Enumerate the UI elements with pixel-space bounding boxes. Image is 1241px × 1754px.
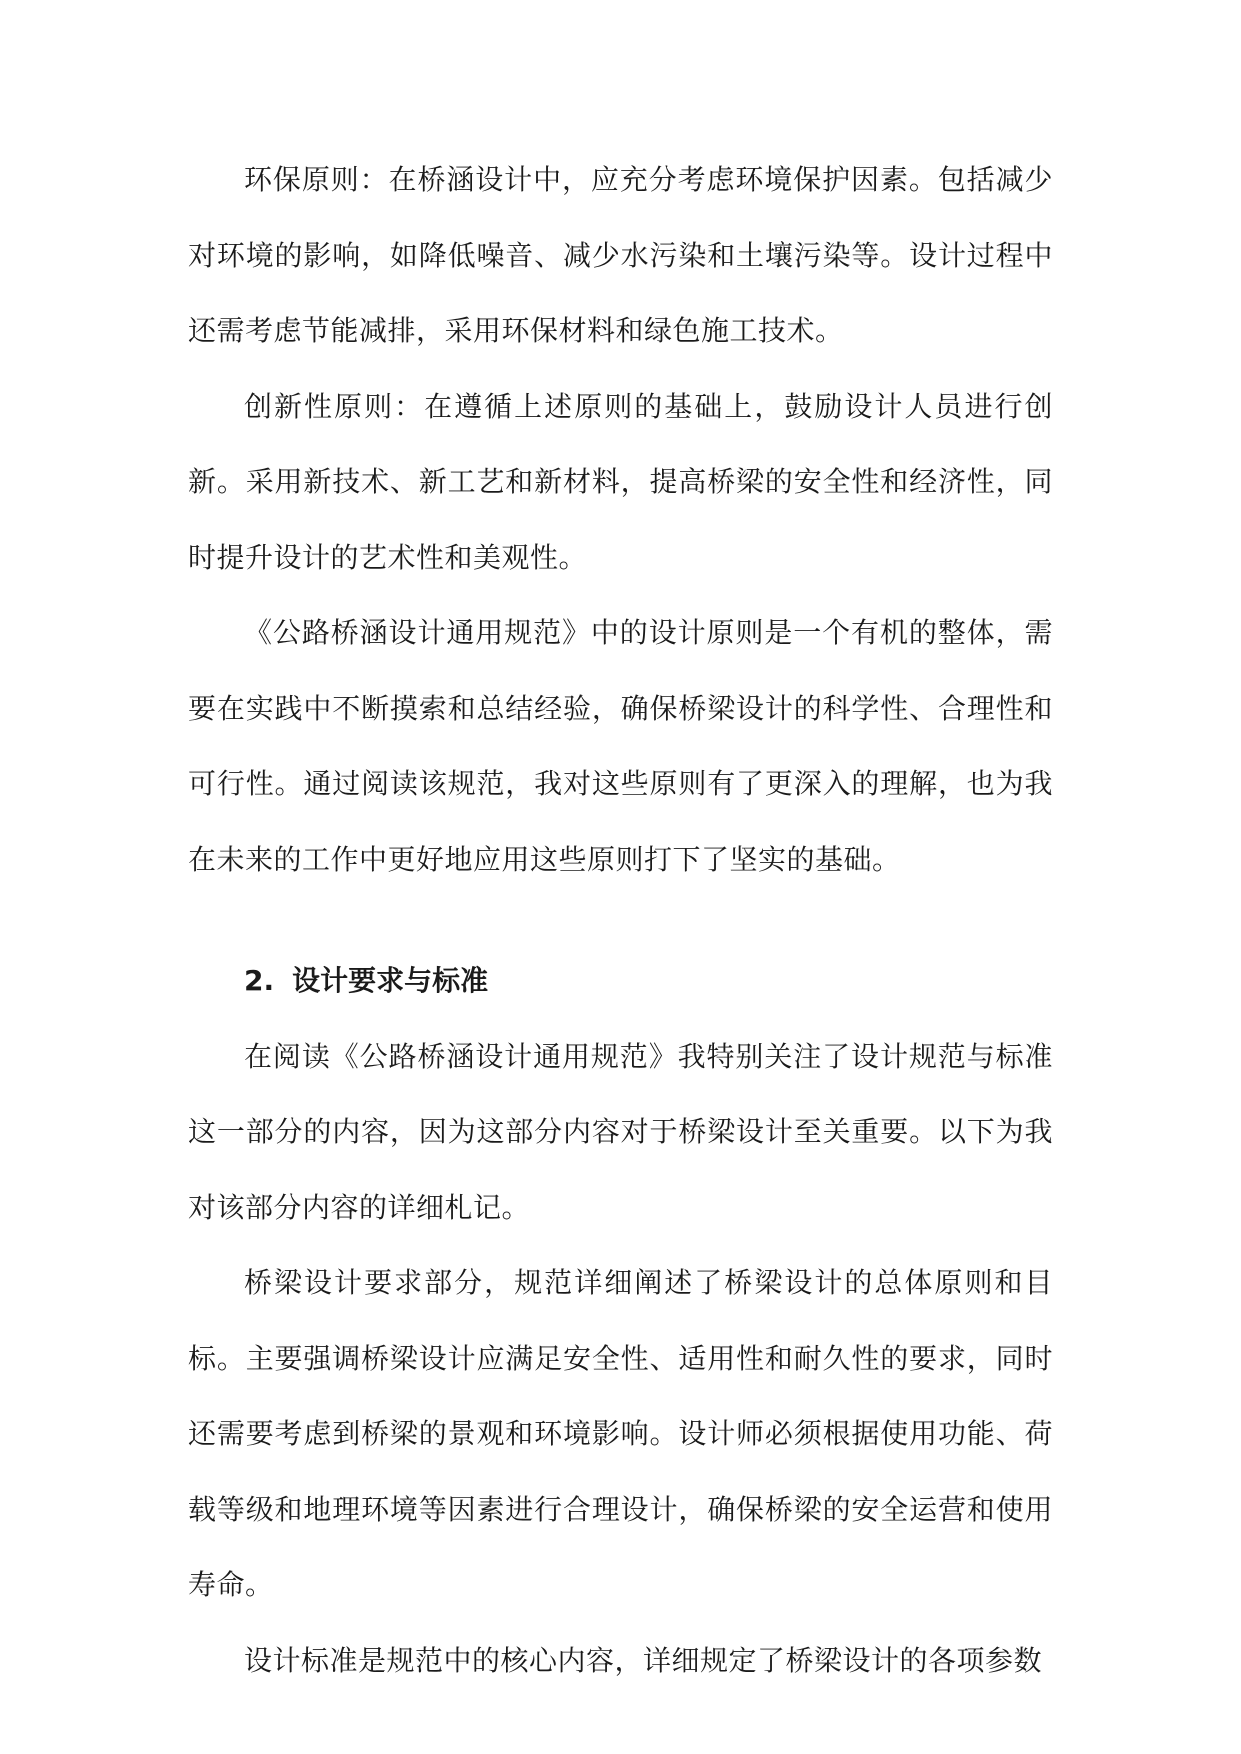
paragraph-design-standards: 设计标准是规范中的核心内容，详细规定了桥梁设计的各项参数 [244, 1643, 1043, 1677]
section-number: 2. [244, 964, 275, 997]
paragraph-innovation-principle: 创新性原则：在遵循上述原则的基础上，鼓励设计人员进行创新。采用新技术、新工艺和新材料，提高桥梁的安全性和经济性，同时提升设计的艺术性和美观性。 [188, 389, 1053, 574]
document-page [188, 142, 1053, 1698]
paragraph-design-requirements: 桥梁设计要求部分，规范详细阐述了桥梁设计的总体原则和目标。主要强调桥梁设计应满足安全性、适用性和耐久性的要求，同时还需要考虑到桥梁的景观和环境影响。设计师必须根据使用功能、荷载等级和地理环境等因素进行合理设计，确保桥梁的安全运营和使用寿命。 [188, 1266, 1053, 1601]
section-heading [188, 943, 1053, 1019]
paragraph-reading-intro: 在阅读《公路桥涵设计通用规范》我特别关注了设计规范与标准这一部分的内容，因为这部分内容对于桥梁设计至关重要。以下为我对该部分内容的详细札记。 [188, 1039, 1053, 1224]
section-title: 设计要求与标准 [292, 964, 489, 997]
paragraph-environmental-principle: 环保原则：在桥涵设计中，应充分考虑环境保护因素。包括减少对环境的影响，如降低噪音、减少水污染和土壤污染等。设计过程中还需考虑节能减排，采用环保材料和绿色施工技术。 [188, 163, 1053, 347]
paragraph-principles-summary: 《公路桥涵设计通用规范》中的设计原则是一个有机的整体，需要在实践中不断摸索和总结经验，确保桥梁设计的科学性、合理性和可行性。通过阅读该规范，我对这些原则有了更深入的理解，也为我在未来的工作中更好地应用这些原则打下了坚实的基础。 [188, 616, 1053, 876]
